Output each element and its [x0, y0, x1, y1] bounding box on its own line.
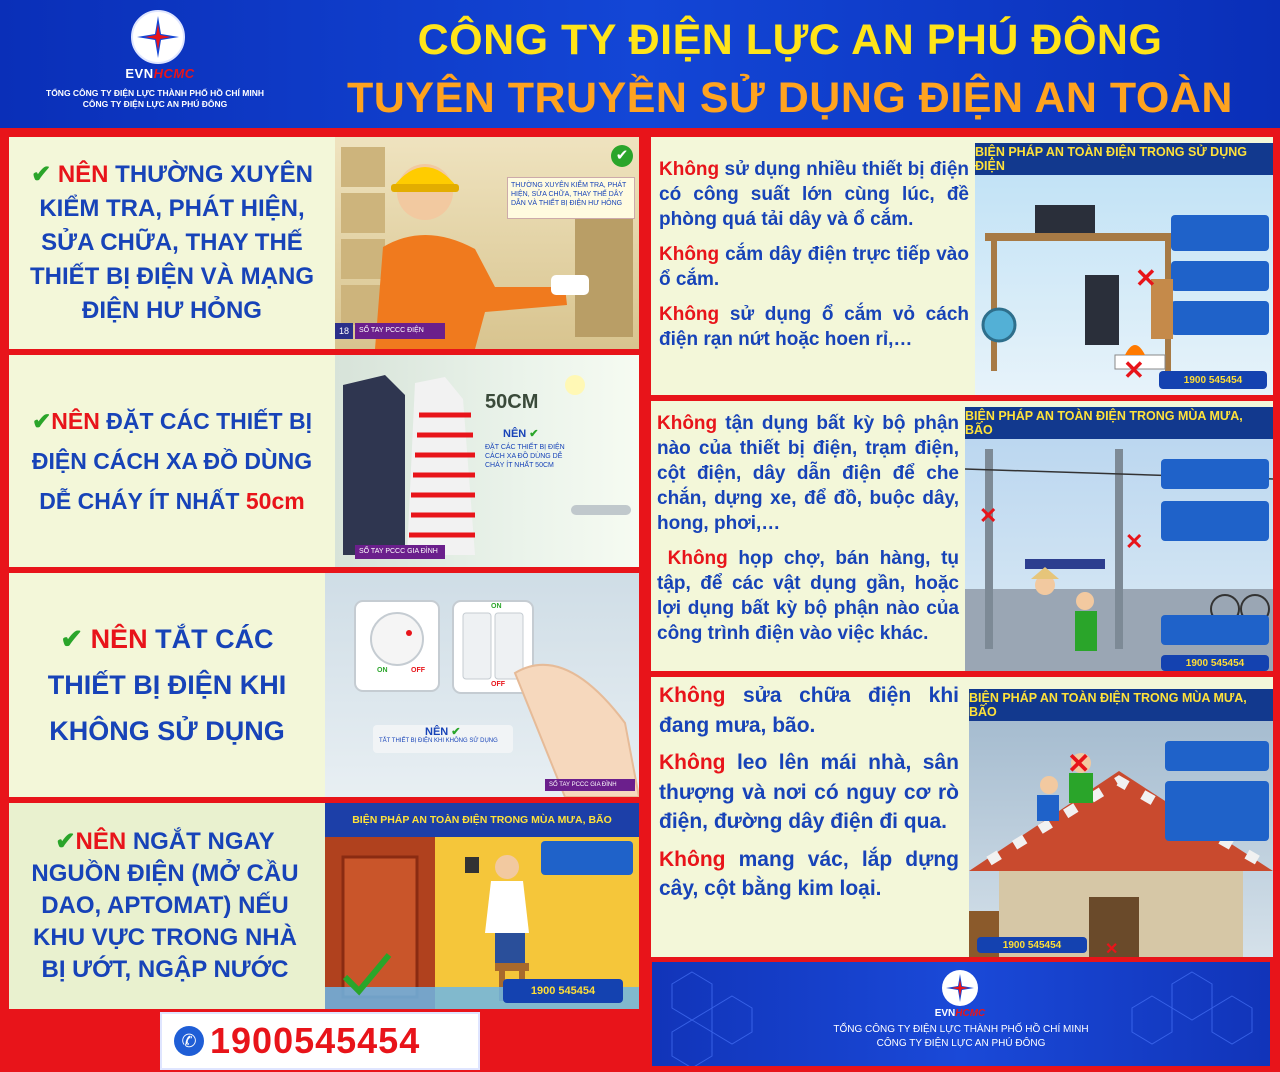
- market-illustration: [965, 407, 1273, 671]
- footer-line-2: CÔNG TY ĐIỆN LỰC AN PHÚ ĐÔNG: [876, 1038, 1046, 1049]
- check-icon: ✔: [32, 408, 52, 434]
- check-icon: ✔: [55, 828, 76, 855]
- page-number: 18: [335, 323, 353, 339]
- hotline-tag: 1900 545454: [977, 937, 1087, 953]
- left-panel-switch-off: [6, 570, 642, 800]
- info-bubble: [541, 841, 633, 875]
- logo-line-1: TỔNG CÔNG TY ĐIỆN LỰC THÀNH PHỐ HỒ CHÍ MINH: [46, 88, 264, 98]
- right-panel-overload: [648, 134, 1276, 398]
- right-panel-public-equipment: [648, 398, 1276, 674]
- phone-icon: ✆: [174, 1026, 204, 1056]
- panel-text: ✔NÊN NGẮT NGAY NGUỒN ĐIỆN (MỞ CẦU DAO, APTOMAT) NẾU KHU VỰC TRONG NHÀ BỊ ƯỚT, NGẬP NƯỚC: [31, 828, 299, 983]
- left-panel-inspect: [6, 134, 642, 352]
- panel-text: Không sử dụng nhiều thiết bị điện có công suất lớn cùng lúc, đề phòng quá tải dây và ổ cắm. Không cắm dây điện trực tiếp vào ổ cắm. Không sử dụng ổ cắm vỏ cách điện rạn nứt hoặc hoen rỉ,…: [659, 159, 969, 350]
- left-panel-distance: [6, 352, 642, 570]
- logo-brand: EVNHCMC: [125, 66, 195, 81]
- illustration-caption: TẮT THIẾT BỊ ĐIỆN KHI KHÔNG SỬ DỤNG: [379, 738, 498, 744]
- panel-text: ✔ NÊN TẮT CÁC THIẾT BỊ ĐIỆN KHI KHÔNG SỬ DỤNG: [47, 624, 287, 746]
- prohibited-x-icon: ✕: [1105, 941, 1119, 958]
- distance-label: 50CM: [485, 391, 539, 413]
- hotline-tag: 1900 545454: [1161, 655, 1269, 671]
- hotline-tag: 1900 545454: [1159, 371, 1267, 389]
- evn-logo-icon: [131, 10, 185, 64]
- switch-illustration: [325, 573, 639, 797]
- campaign-title: TUYÊN TRUYỀN SỬ DỤNG ĐIỆN AN TOÀN: [347, 74, 1233, 122]
- prohibited-x-icon: ✕: [1125, 529, 1144, 554]
- company-title: CÔNG TY ĐIỆN LỰC AN PHÚ ĐÔNG: [417, 16, 1163, 64]
- off-label-2: OFF: [491, 681, 505, 688]
- hotline-number: 1900545454: [210, 1020, 421, 1061]
- roof-illustration: [969, 689, 1273, 957]
- illustration-title: BIỆN PHÁP AN TOÀN ĐIỆN TRONG SỬ DỤNG ĐIỆN: [975, 143, 1273, 175]
- electrician-illustration: [335, 137, 639, 349]
- nen-badge: NÊN ✔: [425, 726, 461, 738]
- check-badge-icon: ✔: [611, 145, 633, 167]
- nen-badge: NÊN ✔: [503, 428, 539, 440]
- footer-line-1: TỔNG CÔNG TY ĐIỆN LỰC THÀNH PHỐ HỒ CHÍ MINH: [833, 1024, 1089, 1035]
- off-label: OFF: [411, 667, 425, 674]
- illustration-caption: ĐẶT CÁC THIẾT BỊ ĐIỆN CÁCH XA ĐỒ DÙNG DỄ CHÁY ÍT NHẤT 50CM: [485, 444, 565, 469]
- prohibited-x-icon: ✕: [979, 503, 998, 528]
- illustration-title: BIỆN PHÁP AN TOÀN ĐIỆN TRONG MÙA MƯA, BÃO: [325, 803, 639, 837]
- hotline-tag: 1900 545454: [503, 979, 623, 1003]
- footer-brand: EVNHCMC: [934, 1008, 986, 1019]
- panel-text: Không tận dụng bất kỳ bộ phận nào của thiết bị điện, trạm điện, cột điện, dây dẫn điện để che chắn, dựng xe, để đồ, buộc dây, hong, phơi,… Không họp chợ, bán hàng, tụ tập, để các vật dụng gần, hoặc lợi dụng bất kỳ bộ phận nào của công trình điện vào việc khác.: [657, 413, 960, 644]
- footer-banner: [652, 962, 1270, 1066]
- illustration-caption: THƯỜNG XUYÊN KIỂM TRA, PHÁT HIỆN, SỬA CHỮA, THAY THẾ DÂY DẪN VÀ THIẾT BỊ ĐIỆN HƯ HỎNG: [507, 177, 635, 219]
- panel-text: ✔ NÊN THƯỜNG XUYÊN KIỂM TRA, PHÁT HIỆN, SỬA CHỮA, THAY THẾ THIẾT BỊ ĐIỆN VÀ MẠNG ĐIỆN HƯ HỎNG: [29, 161, 314, 324]
- illustration-title: BIỆN PHÁP AN TOÀN ĐIỆN TRONG MÙA MƯA, BÃO: [969, 689, 1273, 721]
- left-panel-cut-power: [6, 800, 642, 1012]
- on-label: ON: [377, 667, 388, 674]
- panel-text: Không sửa chữa điện khi đang mưa, bão. Không leo lên mái nhà, sân thượng và nơi có nguy cơ rò điện, đường dây điện đi qua. Không mang vác, lắp dựng cây, cột bằng kim loại.: [659, 684, 959, 900]
- desk-illustration: [975, 143, 1273, 395]
- clothes-illustration: [335, 355, 639, 567]
- on-label-2: ON: [491, 603, 502, 610]
- handbook-label: SỔ TAY PCCC GIA ĐÌNH: [355, 545, 445, 559]
- handbook-label: SỔ TAY PCCC GIA ĐÌNH: [545, 779, 635, 791]
- check-icon: ✔: [60, 624, 84, 654]
- caption-box: [373, 725, 513, 753]
- check-icon: ✔: [31, 161, 52, 188]
- flood-illustration: [325, 803, 639, 1009]
- prohibited-x-icon: ✕: [1123, 355, 1145, 385]
- prohibited-x-icon: ✕: [1067, 748, 1091, 779]
- illustration-title: BIỆN PHÁP AN TOÀN ĐIỆN TRONG MÙA MƯA, BÃO: [965, 407, 1273, 439]
- logo-line-2: CÔNG TY ĐIỆN LỰC AN PHÚ ĐÔNG: [82, 99, 228, 109]
- header-banner: [0, 0, 1280, 132]
- panel-text: ✔NÊN ĐẶT CÁC THIẾT BỊ ĐIỆN CÁCH XA ĐỒ DÙNG DỄ CHÁY ÍT NHẤT 50cm: [31, 408, 313, 514]
- prohibited-x-icon: ✕: [1135, 263, 1157, 293]
- hotline-box[interactable]: [160, 1012, 480, 1070]
- evn-logo-icon: [942, 970, 978, 1006]
- handbook-label: SỔ TAY PCCC ĐIỆN: [355, 323, 445, 339]
- right-panel-storm: [648, 674, 1276, 960]
